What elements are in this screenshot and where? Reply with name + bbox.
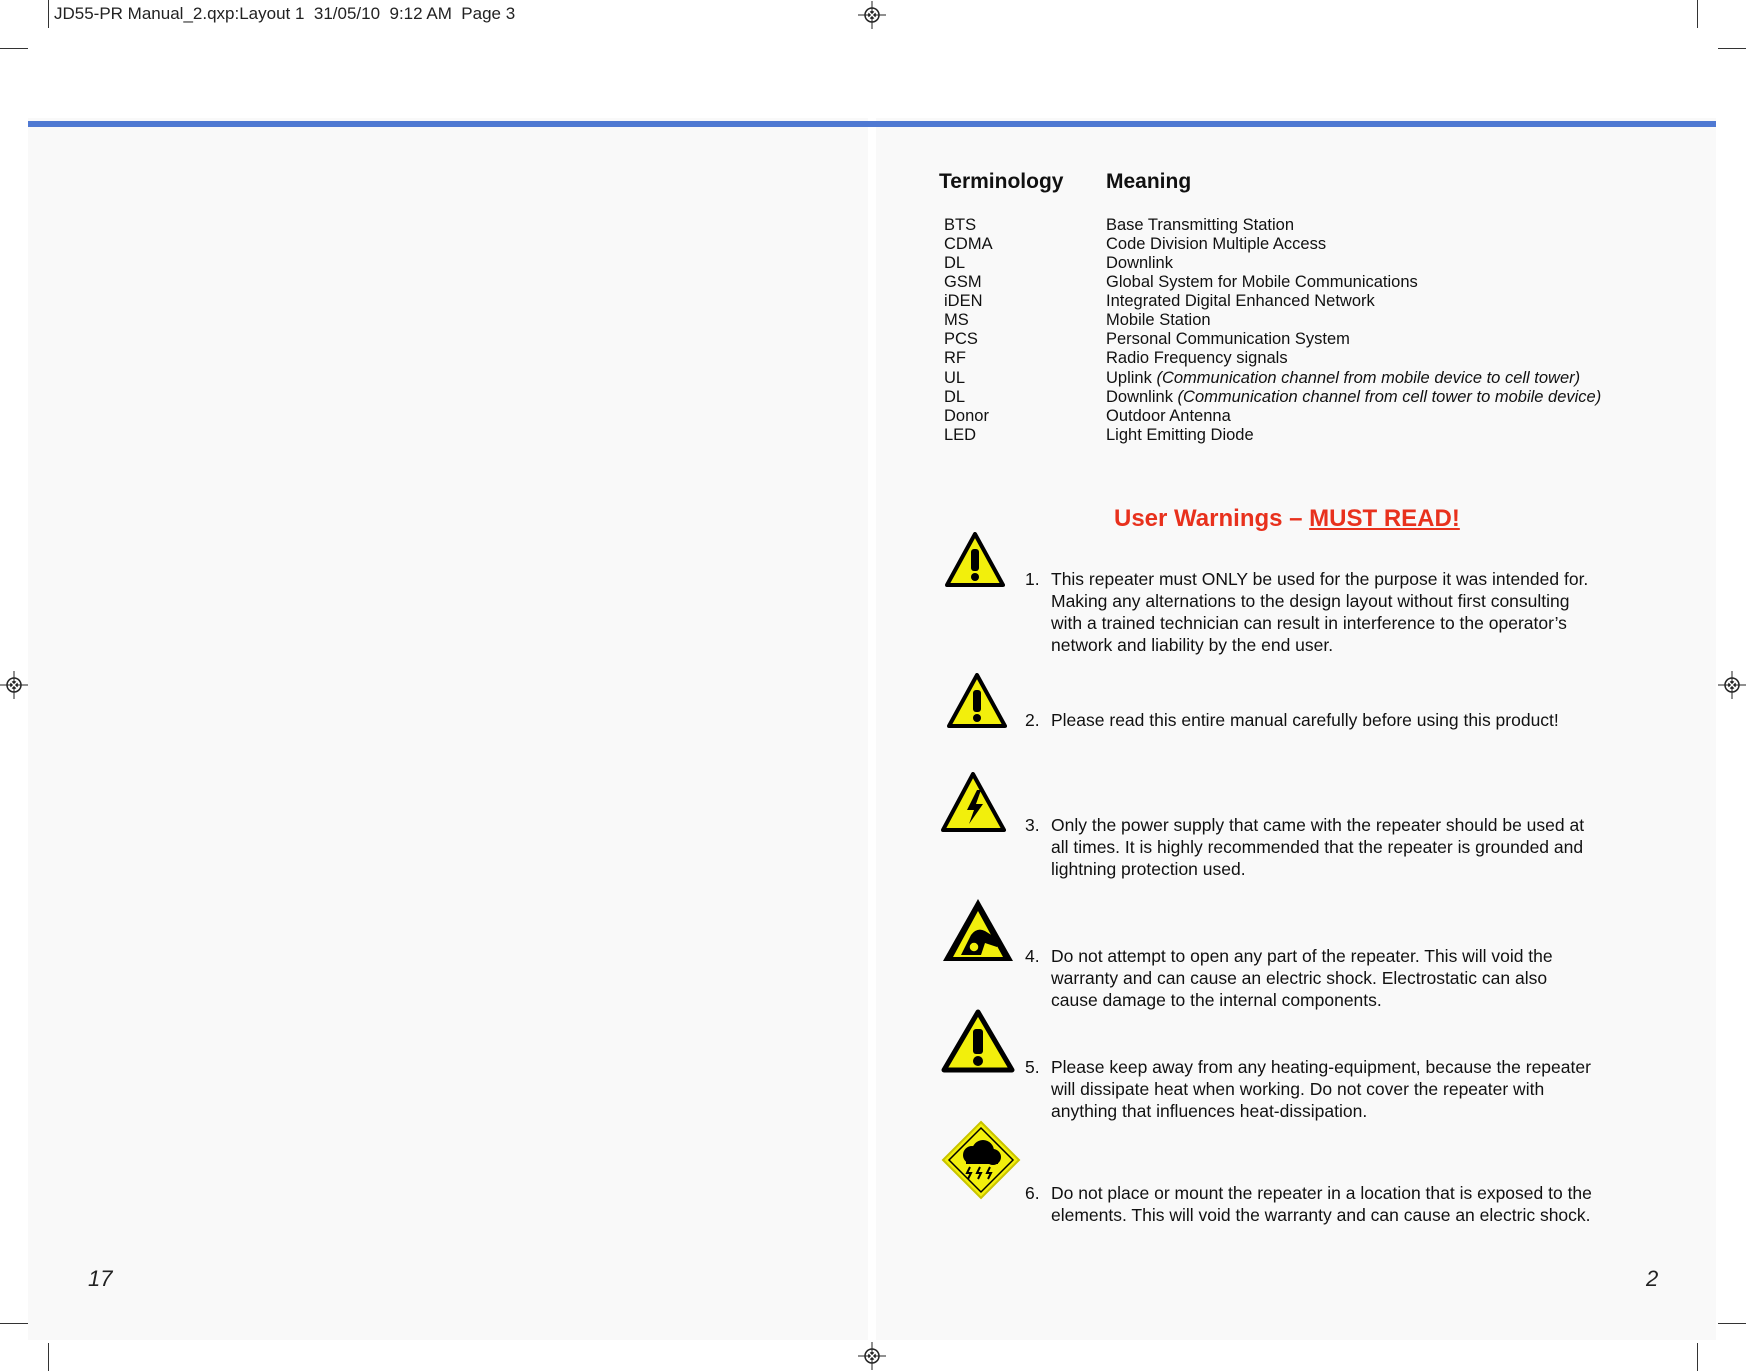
term-abbreviation: LED	[944, 426, 977, 444]
term-row	[944, 369, 1744, 388]
term-abbreviation: UL	[944, 369, 966, 387]
term-abbreviation: PCS	[944, 330, 978, 348]
term-row	[944, 254, 1744, 273]
registration-mark-icon	[858, 1342, 886, 1370]
high-voltage-icon	[941, 772, 1006, 832]
warning-text: Please read this entire manual carefully before using this product!	[1051, 710, 1559, 730]
crop-mark	[0, 48, 28, 49]
term-meaning: Outdoor Antenna	[1106, 407, 1231, 425]
warning-number: 5.	[1025, 1057, 1040, 1077]
term-abbreviation: GSM	[944, 273, 982, 291]
registration-mark-icon	[1718, 671, 1746, 699]
warning-number: 6.	[1025, 1183, 1040, 1203]
term-row	[944, 349, 1744, 368]
term-row	[944, 235, 1744, 254]
term-row	[944, 426, 1744, 445]
crop-mark	[48, 1343, 49, 1371]
term-meaning: Radio Frequency signals	[1106, 349, 1288, 367]
term-meaning: Integrated Digital Enhanced Network	[1106, 292, 1375, 310]
caution-exclamation-icon	[947, 673, 1007, 728]
meaning-heading: Meaning	[1106, 170, 1192, 193]
term-meaning: Personal Communication System	[1106, 330, 1350, 348]
registration-mark-icon	[858, 1, 886, 29]
term-abbreviation: BTS	[944, 216, 977, 234]
warning-number: 3.	[1025, 815, 1040, 835]
term-row	[944, 330, 1744, 349]
warning-number: 2.	[1025, 710, 1040, 730]
print-slug: JD55-PR Manual_2.qxp:Layout 1 31/05/10 9:12 AM Page 3	[54, 4, 516, 23]
crop-mark	[1718, 48, 1746, 49]
electrostatic-sensitive-icon	[941, 897, 1015, 963]
term-meaning: Code Division Multiple Access	[1106, 235, 1327, 253]
term-abbreviation: RF	[944, 349, 966, 367]
term-meaning: Downlink (Communication channel from cell tower to mobile device)	[1106, 388, 1602, 406]
term-abbreviation: MS	[944, 311, 969, 329]
term-meaning: Global System for Mobile Communications	[1106, 273, 1418, 291]
term-abbreviation: DL	[944, 388, 966, 406]
term-meaning: Light Emitting Diode	[1106, 426, 1254, 444]
term-row	[944, 292, 1744, 311]
storm-lightning-icon	[941, 1120, 1021, 1200]
page-number-right: 2	[1646, 1266, 1659, 1291]
crop-mark	[1718, 1323, 1746, 1324]
caution-exclamation-icon	[945, 532, 1005, 587]
crop-mark	[1697, 1343, 1698, 1371]
term-abbreviation: Donor	[944, 407, 989, 425]
term-meaning: Downlink	[1106, 254, 1173, 272]
term-meaning: Uplink (Communication channel from mobile device to cell tower)	[1106, 369, 1581, 387]
term-row	[944, 407, 1744, 426]
header-rule	[28, 121, 1716, 127]
crop-mark	[0, 1323, 28, 1324]
term-row	[944, 273, 1744, 292]
term-abbreviation: CDMA	[944, 235, 993, 253]
warning-number: 4.	[1025, 946, 1040, 966]
warning-text: This repeater must ONLY be used for the purpose it was intended for. Making any alternations to the design layout without first consulting with a trained technician can result in interference to the operator’s network and liability by the end user.	[1051, 569, 1589, 655]
term-abbreviation: DL	[944, 254, 966, 272]
page-number-left: 17	[88, 1266, 113, 1291]
registration-mark-icon	[0, 671, 28, 699]
warning-text: Do not attempt to open any part of the repeater. This will void the warranty and can cause an electric shock. Electrostatic can also cause damage to the internal components.	[1051, 946, 1553, 1010]
term-meaning: Base Transmitting Station	[1106, 216, 1295, 234]
warning-text: Only the power supply that came with the repeater should be used at all times. It is highly recommended that the repeater is grounded and lightning protection used.	[1051, 815, 1585, 879]
caution-exclamation-icon	[941, 1009, 1015, 1073]
left-page	[28, 118, 868, 1340]
terminology-heading: Terminology	[939, 170, 1064, 193]
term-abbreviation: iDEN	[944, 292, 983, 310]
crop-mark	[1697, 0, 1698, 28]
term-row	[944, 216, 1744, 235]
term-row	[944, 311, 1744, 330]
crop-mark	[48, 0, 49, 28]
warning-number: 1.	[1025, 569, 1040, 589]
warnings-title: User Warnings – MUST READ!	[1114, 505, 1460, 532]
warning-text: Please keep away from any heating-equipment, because the repeater will dissipate heat when working. Do not cover the repeater with anything that influences heat-dissipation.	[1051, 1057, 1591, 1121]
term-row	[944, 388, 1744, 407]
term-meaning: Mobile Station	[1106, 311, 1211, 329]
warning-text: Do not place or mount the repeater in a location that is exposed to the elements. This will void the warranty and can cause an electric shock.	[1051, 1183, 1592, 1225]
